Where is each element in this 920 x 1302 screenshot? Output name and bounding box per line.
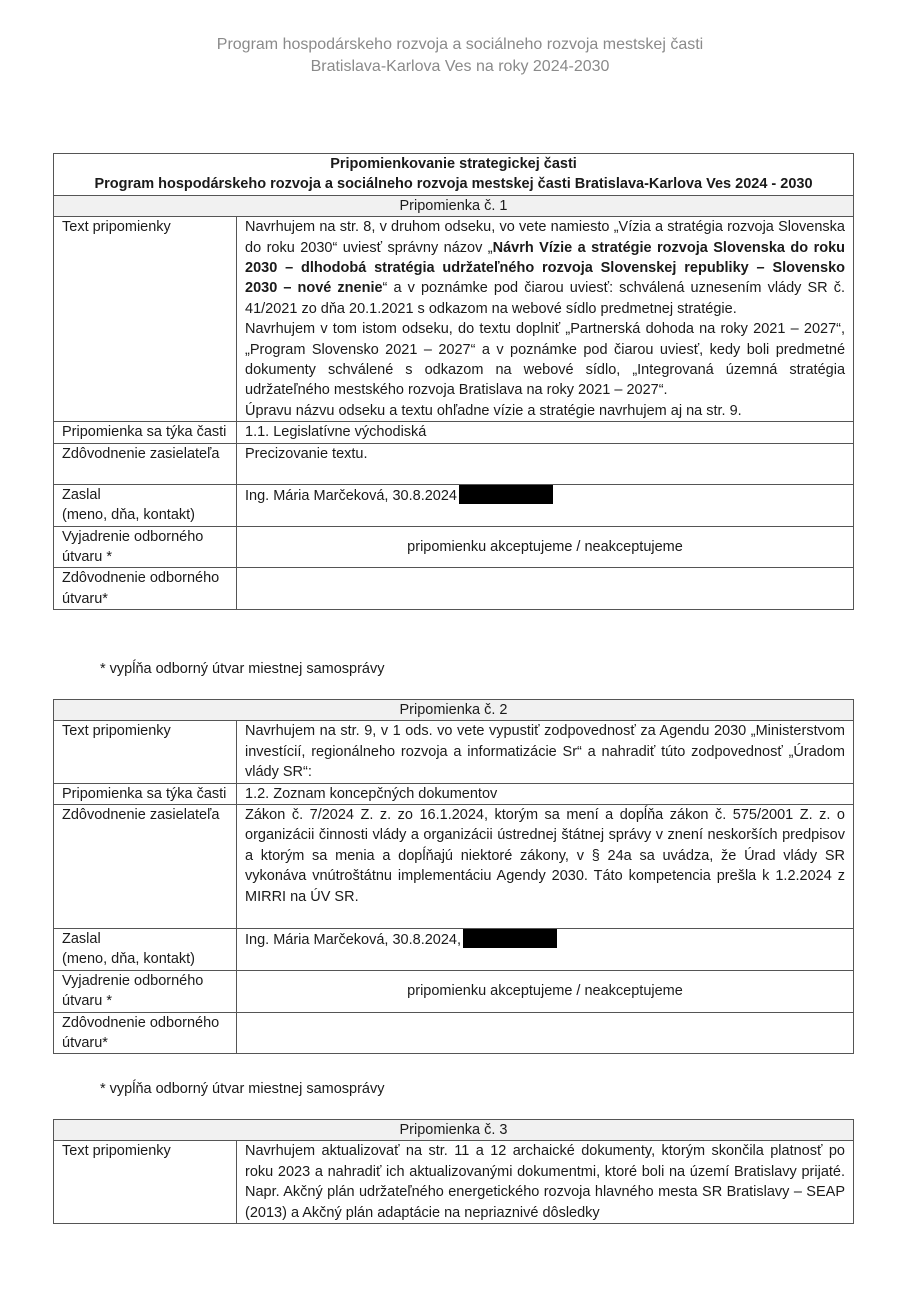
expert-justification-field[interactable] — [237, 568, 854, 610]
label-expert-justification: Zdôvodnenie odborného útvaru* — [54, 1012, 237, 1054]
comment-justification: Precizovanie textu. — [237, 443, 854, 484]
comment-table-1 — [53, 153, 854, 610]
redaction-bar — [459, 485, 553, 504]
comment-table-3 — [53, 1119, 854, 1224]
comment-text: Navrhujem aktualizovať na str. 11 a 12 archaické dokumenty, ktorým skončila platnosť po roku 2023 a nahradiť ich aktualizovanými dokumentmi, ktoré boli na území Bratislavy prijaté. Napr. Akčný plán udržateľného energetického rozvoja hlavného mesta SR Bratislavy – SEAP (2013) a Akčný plán adaptácie na nepriaznivé dôsledky — [237, 1141, 854, 1224]
label-sender: Zaslal (meno, dňa, kontakt) — [54, 929, 237, 971]
comment-heading: Pripomienka č. 2 — [54, 700, 854, 721]
label-justification: Zdôvodnenie zasielateľa — [54, 443, 237, 484]
label-text: Text pripomienky — [54, 721, 237, 783]
comment-section: 1.1. Legislatívne východiská — [237, 422, 854, 443]
comment-text — [237, 217, 854, 422]
label-expert-opinion: Vyjadrenie odborného útvaru * — [54, 970, 237, 1012]
label-section: Pripomienka sa týka časti — [54, 783, 237, 804]
label-expert-justification: Zdôvodnenie odborného útvaru* — [54, 568, 237, 610]
comment-paragraph-2: Navrhujem v tom istom odseku, do textu doplniť „Partnerská dohoda na roky 2021 – 2027“, „Program Slovensko 2021 – 2027“ a v poznámke pod čiarou uviesť, kedy boli predmetné dokumenty schválené s odkazom na webové sídlo, „Integrovaná územná stratégia udržateľného mestského rozvoja Bratislava na roky 2021 – 2027“. — [245, 321, 846, 399]
comment-text: Navrhujem na str. 9, v 1 ods. vo vete vypustiť zodpovednosť za Agendu 2030 „Ministerstvom investícií, regionálneho rozvoja a informatizácie Sr“ a nahradiť túto zodpovednosť „Úradom vlády SR“: — [237, 721, 854, 783]
redaction-bar — [463, 929, 557, 948]
label-text: Text pripomienky — [54, 1141, 237, 1224]
label-text: Text pripomienky — [54, 217, 237, 422]
page-header-line-1: Program hospodárskeho rozvoja a sociálneho rozvoja mestskej časti — [216, 36, 704, 53]
label-sender: Zaslal (meno, dňa, kontakt) — [54, 484, 237, 526]
page-header — [0, 34, 920, 78]
expert-justification-field[interactable] — [237, 1012, 854, 1054]
label-section: Pripomienka sa týka časti — [54, 422, 237, 443]
comment-paragraph-1: Navrhujem na str. 8, v druhom odseku, vo vete namiesto „Vízia a stratégia rozvoja Slovenska do roku 2030“ uviesť správny názov „Návrh Vízie a stratégie rozvoja Slovenska do roku 2030 – dlhodobá stratégia udržateľného rozvoja Slovenskej republiky – Slovensko 2030 – nové znenie“ a v poznámke pod čiarou uviesť: schválená uznesením vlády SR č. 41/2021 zo dňa 20.1.2021 s odkazom na webové sídlo predmetnej stratégie. — [245, 219, 846, 317]
expert-opinion: pripomienku akceptujeme / neakceptujeme — [237, 970, 854, 1012]
comment-table-2 — [53, 699, 854, 1054]
comment-paragraph-3: Úpravu názvu odseku a textu ohľadne vízie a stratégie navrhujem aj na str. 9. — [245, 402, 742, 419]
table-title — [54, 154, 854, 196]
label-expert-opinion: Vyjadrenie odborného útvaru * — [54, 526, 237, 568]
footnote: * vypĺňa odborný útvar miestnej samosprávy — [100, 661, 385, 677]
comment-heading: Pripomienka č. 1 — [54, 195, 854, 216]
comment-sender: Ing. Mária Marčeková, 30.8.2024, — [237, 929, 854, 971]
comment-heading: Pripomienka č. 3 — [54, 1120, 854, 1141]
label-justification: Zdôvodnenie zasielateľa — [54, 805, 237, 929]
comment-section: 1.2. Zoznam koncepčných dokumentov — [237, 783, 854, 804]
comment-justification: Zákon č. 7/2024 Z. z. zo 16.1.2024, ktorým sa mení a dopĺňa zákon č. 575/2001 Z. z. o organizácii činnosti vlády a organizácii ústrednej štátnej správy v znení neskorších predpisov a ktorým sa menia a dopĺňajú niektoré zákony, v § 24a sa uvádza, že Úrad vlády SR vykonáva vnútroštátnu implementáciu Agendy 2030. Táto kompetencia prešla k 1.2.2024 z MIRRI na ÚV SR. — [237, 805, 854, 929]
page-header-line-2: Bratislava-Karlova Ves na roky 2024-2030 — [310, 58, 610, 75]
footnote: * vypĺňa odborný útvar miestnej samosprávy — [100, 1081, 385, 1097]
table-title-line-1: Pripomienkovanie strategickej časti — [330, 156, 577, 172]
table-title-line-2: Program hospodárskeho rozvoja a sociálneho rozvoja mestskej časti Bratislava-Karlova Ves 2024 - 2030 — [94, 176, 813, 193]
comment-sender: Ing. Mária Marčeková, 30.8.2024 — [237, 484, 854, 526]
expert-opinion: pripomienku akceptujeme / neakceptujeme — [237, 526, 854, 568]
